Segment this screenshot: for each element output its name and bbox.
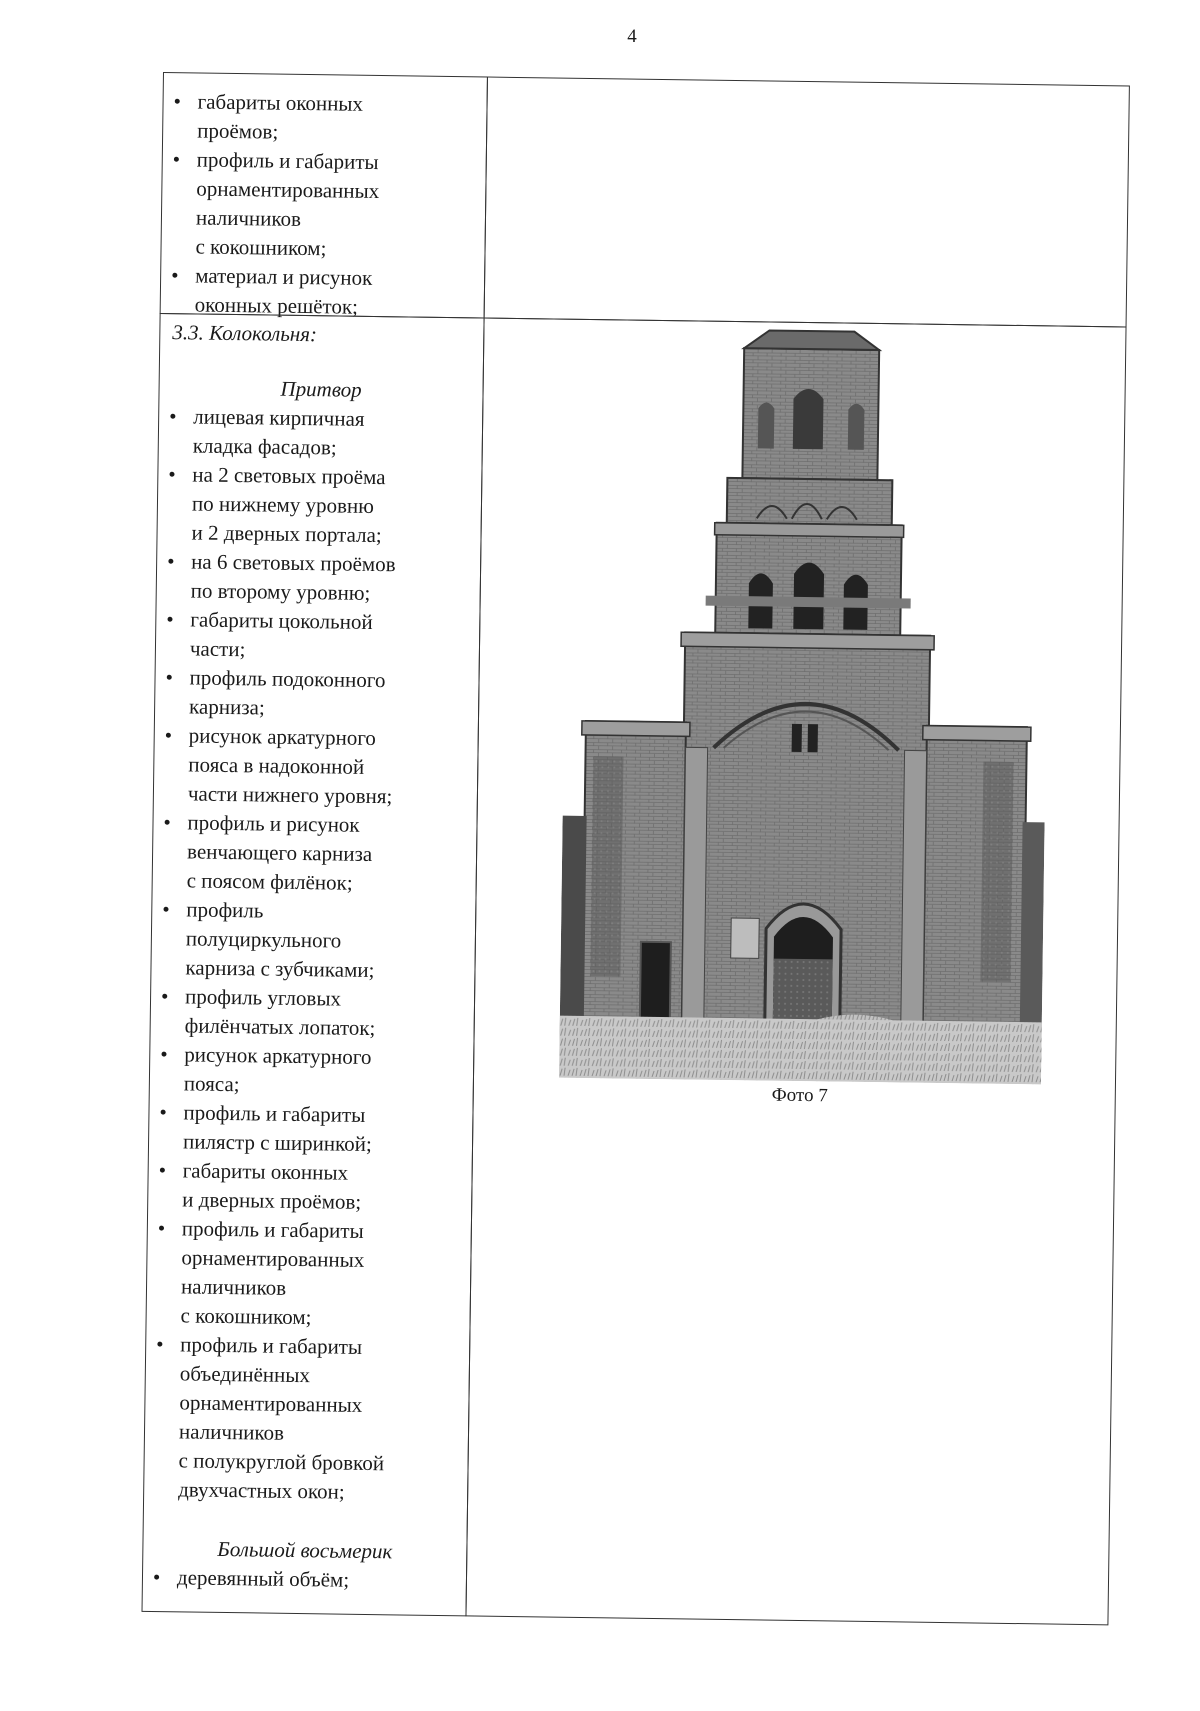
bullet-list: [161, 73, 487, 323]
document-table: [141, 72, 1162, 1626]
list-item: • профиль и рисунок венчающего карниза с поясом филёнок;: [153, 808, 477, 900]
list-item: • профиль полуциркульного карниза с зубчиками;: [151, 895, 475, 987]
list-item: • лицевая кирпичная кладка фасадов;: [159, 402, 483, 465]
table-cell-bottom-right: [465, 318, 1126, 1626]
list-item: • рисунок аркатурного пояса в надоконной части нижнего уровня;: [154, 721, 478, 813]
bullet-list: [143, 1563, 466, 1597]
page-number: 4: [627, 26, 637, 47]
list-item: • профиль и габариты объединённых орнаментированных наличников с полукруглой бровкой двухчастных окон;: [144, 1330, 469, 1508]
list-item: • материал и рисунок оконных решёток;: [161, 261, 485, 324]
photo-caption: Фото 7: [771, 1084, 828, 1107]
list-item: • габариты цокольной части;: [156, 605, 480, 668]
subsection-heading: Притвор: [280, 376, 362, 402]
list-item: • рисунок аркатурного пояса;: [150, 1040, 474, 1103]
list-item: • профиль и габариты орнаментированных наличников с кокошником;: [161, 145, 486, 265]
bell-tower-photo: [559, 326, 1051, 1085]
bullet-list: [144, 402, 482, 1508]
list-item: • габариты оконных проёмов;: [163, 87, 487, 150]
list-item: • на 2 световых проёма по нижнему уровню и 2 дверных портала;: [157, 460, 481, 552]
list-item: • профиль угловых филёнчатых лопаток;: [150, 982, 474, 1045]
list-item: • деревянный объём;: [143, 1563, 466, 1597]
table-cell-bottom-left: [141, 313, 484, 1616]
subsection-heading: Большой восьмерик: [217, 1536, 393, 1564]
table-cell-top-right: [484, 77, 1130, 328]
section-heading: 3.3. Колокольня:: [172, 320, 318, 347]
list-item: • профиль и габариты пилястр с ширинкой;: [149, 1098, 473, 1161]
list-item: • профиль подоконного карниза;: [155, 663, 479, 726]
list-item: • на 6 световых проёмов по второму уровню;: [157, 547, 481, 610]
list-item: • профиль и габариты орнаментированных наличников с кокошником;: [146, 1214, 471, 1334]
photo-figure: [559, 326, 1052, 1111]
list-item: • габариты оконных и дверных проёмов;: [148, 1156, 472, 1219]
table-cell-top-left: [160, 72, 488, 319]
